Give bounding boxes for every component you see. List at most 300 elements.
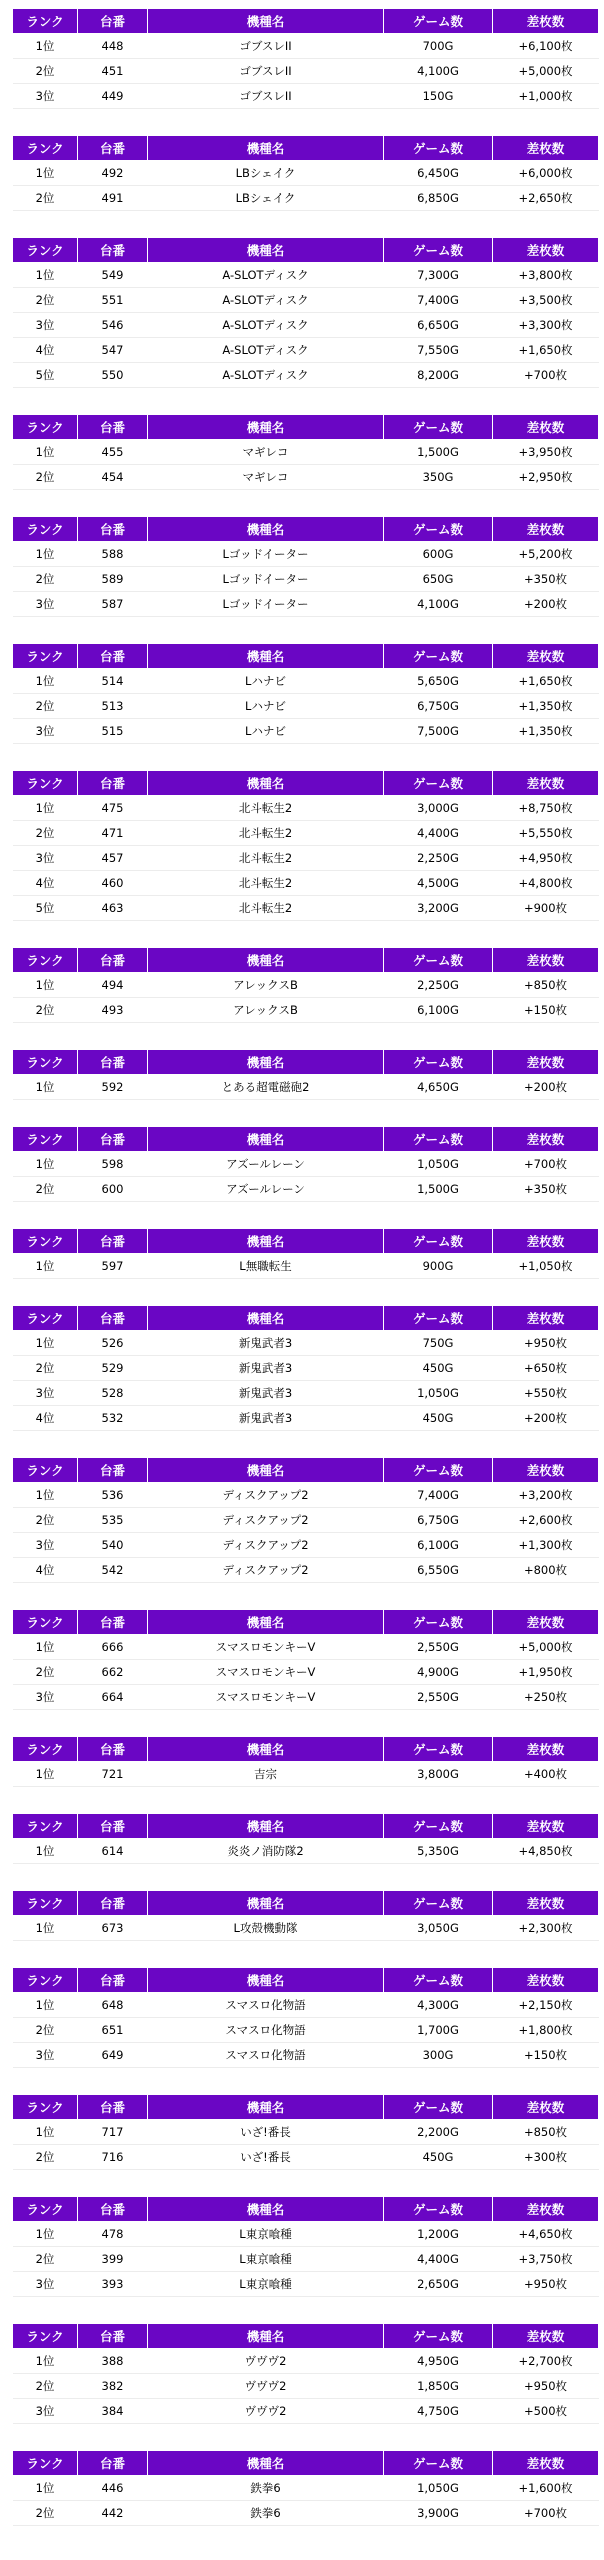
table-row <box>13 440 599 465</box>
game-count-cell: 6,850G <box>384 186 493 211</box>
rank-cell: 1位 <box>13 1839 78 1864</box>
rank-cell: 1位 <box>13 1916 78 1941</box>
header-machine-name: 機種名 <box>148 1458 384 1483</box>
machine-number-cell: 592 <box>78 1075 148 1100</box>
table-header-row <box>13 1229 599 1254</box>
coin-difference-cell: +6,100枚 <box>493 34 599 59</box>
header-machine-number: 台番 <box>78 1306 148 1331</box>
machine-number-cell: 536 <box>78 1483 148 1508</box>
header-game-count: ゲーム数 <box>384 1050 493 1075</box>
coin-difference-cell: +4,800枚 <box>493 871 599 896</box>
header-game-count: ゲーム数 <box>384 644 493 669</box>
game-count-cell: 4,750G <box>384 2399 493 2424</box>
machine-number-cell: 673 <box>78 1916 148 1941</box>
machine-number-cell: 547 <box>78 338 148 363</box>
coin-difference-cell: +3,500枚 <box>493 288 599 313</box>
coin-difference-cell: +8,750枚 <box>493 796 599 821</box>
coin-difference-cell: +950枚 <box>493 1331 599 1356</box>
game-count-cell: 4,300G <box>384 1993 493 2018</box>
coin-difference-cell: +850枚 <box>493 973 599 998</box>
table-row <box>13 592 599 617</box>
ranking-table <box>12 2094 599 2170</box>
machine-number-cell: 513 <box>78 694 148 719</box>
table-row <box>13 796 599 821</box>
table-row <box>13 2247 599 2272</box>
machine-number-cell: 393 <box>78 2272 148 2297</box>
header-rank: ランク <box>13 771 78 796</box>
game-count-cell: 4,400G <box>384 821 493 846</box>
header-rank: ランク <box>13 415 78 440</box>
header-game-count: ゲーム数 <box>384 1968 493 1993</box>
machine-name-cell: ディスクアップ2 <box>148 1508 384 1533</box>
coin-difference-cell: +200枚 <box>493 1075 599 1100</box>
coin-difference-cell: +350枚 <box>493 1177 599 1202</box>
table-row <box>13 1483 599 1508</box>
rank-cell: 1位 <box>13 2120 78 2145</box>
rank-cell: 3位 <box>13 1381 78 1406</box>
machine-name-cell: 吉宗 <box>148 1762 384 1787</box>
header-machine-name: 機種名 <box>148 2095 384 2120</box>
rank-cell: 1位 <box>13 1331 78 1356</box>
rank-cell: 3位 <box>13 2272 78 2297</box>
table-row <box>13 846 599 871</box>
machine-number-cell: 542 <box>78 1558 148 1583</box>
header-coin-difference: 差枚数 <box>493 2451 599 2476</box>
rank-cell: 4位 <box>13 1558 78 1583</box>
rank-cell: 3位 <box>13 313 78 338</box>
table-header-row <box>13 1737 599 1762</box>
table-row <box>13 186 599 211</box>
machine-number-cell: 491 <box>78 186 148 211</box>
header-machine-number: 台番 <box>78 1458 148 1483</box>
machine-name-cell: L東京喰種 <box>148 2222 384 2247</box>
rank-cell: 3位 <box>13 2399 78 2424</box>
header-machine-name: 機種名 <box>148 1814 384 1839</box>
machine-number-cell: 493 <box>78 998 148 1023</box>
table-header-row <box>13 238 599 263</box>
rank-cell: 2位 <box>13 821 78 846</box>
table-row <box>13 1993 599 2018</box>
rank-cell: 2位 <box>13 2145 78 2170</box>
rank-cell: 2位 <box>13 1660 78 1685</box>
header-game-count: ゲーム数 <box>384 238 493 263</box>
ranking-table <box>12 1890 599 1941</box>
header-machine-name: 機種名 <box>148 1737 384 1762</box>
header-machine-name: 機種名 <box>148 771 384 796</box>
machine-name-cell: L東京喰種 <box>148 2272 384 2297</box>
machine-name-cell: Lハナビ <box>148 694 384 719</box>
header-machine-number: 台番 <box>78 1610 148 1635</box>
machine-name-cell: とある超電磁砲2 <box>148 1075 384 1100</box>
ranking-table <box>12 947 599 1023</box>
header-rank: ランク <box>13 1050 78 1075</box>
header-rank: ランク <box>13 2324 78 2349</box>
coin-difference-cell: +550枚 <box>493 1381 599 1406</box>
coin-difference-cell: +2,950枚 <box>493 465 599 490</box>
coin-difference-cell: +1,650枚 <box>493 338 599 363</box>
rank-cell: 3位 <box>13 846 78 871</box>
rank-cell: 1位 <box>13 1254 78 1279</box>
machine-number-cell: 442 <box>78 2501 148 2526</box>
game-count-cell: 1,050G <box>384 2476 493 2501</box>
machine-name-cell: 北斗転生2 <box>148 846 384 871</box>
rank-cell: 2位 <box>13 2018 78 2043</box>
header-coin-difference: 差枚数 <box>493 1968 599 1993</box>
machine-number-cell: 460 <box>78 871 148 896</box>
coin-difference-cell: +3,950枚 <box>493 440 599 465</box>
coin-difference-cell: +1,050枚 <box>493 1254 599 1279</box>
table-row <box>13 338 599 363</box>
game-count-cell: 6,100G <box>384 998 493 1023</box>
table-row <box>13 288 599 313</box>
coin-difference-cell: +150枚 <box>493 2043 599 2068</box>
table-row <box>13 2399 599 2424</box>
coin-difference-cell: +1,000枚 <box>493 84 599 109</box>
table-row <box>13 2476 599 2501</box>
header-rank: ランク <box>13 9 78 34</box>
header-rank: ランク <box>13 1968 78 1993</box>
header-game-count: ゲーム数 <box>384 1127 493 1152</box>
game-count-cell: 7,300G <box>384 263 493 288</box>
machine-name-cell: Lハナビ <box>148 719 384 744</box>
ranking-table <box>12 1305 599 1431</box>
game-count-cell: 3,000G <box>384 796 493 821</box>
rank-cell: 2位 <box>13 2501 78 2526</box>
header-game-count: ゲーム数 <box>384 771 493 796</box>
game-count-cell: 6,750G <box>384 694 493 719</box>
machine-number-cell: 721 <box>78 1762 148 1787</box>
rank-cell: 1位 <box>13 2222 78 2247</box>
rank-cell: 4位 <box>13 338 78 363</box>
machine-name-cell: 新鬼武者3 <box>148 1406 384 1431</box>
coin-difference-cell: +700枚 <box>493 363 599 388</box>
header-coin-difference: 差枚数 <box>493 2197 599 2222</box>
machine-name-cell: ディスクアップ2 <box>148 1558 384 1583</box>
machine-name-cell: ゴブスレII <box>148 59 384 84</box>
table-row <box>13 2501 599 2526</box>
rank-cell: 1位 <box>13 973 78 998</box>
table-header-row <box>13 1814 599 1839</box>
machine-name-cell: スマスロ化物語 <box>148 1993 384 2018</box>
machine-name-cell: 北斗転生2 <box>148 796 384 821</box>
rank-cell: 2位 <box>13 2374 78 2399</box>
table-header-row <box>13 771 599 796</box>
header-machine-number: 台番 <box>78 1050 148 1075</box>
machine-number-cell: 388 <box>78 2349 148 2374</box>
header-game-count: ゲーム数 <box>384 1610 493 1635</box>
machine-name-cell: アレックスB <box>148 973 384 998</box>
header-machine-number: 台番 <box>78 9 148 34</box>
coin-difference-cell: +3,800枚 <box>493 263 599 288</box>
machine-number-cell: 384 <box>78 2399 148 2424</box>
table-row <box>13 567 599 592</box>
game-count-cell: 5,350G <box>384 1839 493 1864</box>
coin-difference-cell: +2,150枚 <box>493 1993 599 2018</box>
coin-difference-cell: +500枚 <box>493 2399 599 2424</box>
table-header-row <box>13 2324 599 2349</box>
header-machine-name: 機種名 <box>148 517 384 542</box>
table-row <box>13 1916 599 1941</box>
game-count-cell: 3,800G <box>384 1762 493 1787</box>
table-row <box>13 2349 599 2374</box>
header-rank: ランク <box>13 1610 78 1635</box>
machine-name-cell: ゴブスレII <box>148 84 384 109</box>
game-count-cell: 6,450G <box>384 161 493 186</box>
header-rank: ランク <box>13 136 78 161</box>
table-header-row <box>13 644 599 669</box>
machine-name-cell: スマスロモンキーV <box>148 1635 384 1660</box>
table-header-row <box>13 9 599 34</box>
machine-name-cell: ヴヴヴ2 <box>148 2374 384 2399</box>
machine-number-cell: 716 <box>78 2145 148 2170</box>
header-machine-number: 台番 <box>78 644 148 669</box>
header-game-count: ゲーム数 <box>384 2095 493 2120</box>
game-count-cell: 7,550G <box>384 338 493 363</box>
table-row <box>13 2145 599 2170</box>
header-rank: ランク <box>13 1737 78 1762</box>
rank-cell: 2位 <box>13 288 78 313</box>
coin-difference-cell: +4,650枚 <box>493 2222 599 2247</box>
ranking-table <box>12 770 599 921</box>
table-row <box>13 1152 599 1177</box>
game-count-cell: 2,200G <box>384 2120 493 2145</box>
machine-number-cell: 526 <box>78 1331 148 1356</box>
table-row <box>13 694 599 719</box>
coin-difference-cell: +800枚 <box>493 1558 599 1583</box>
header-coin-difference: 差枚数 <box>493 771 599 796</box>
rank-cell: 3位 <box>13 1685 78 1710</box>
table-header-row <box>13 1610 599 1635</box>
game-count-cell: 4,100G <box>384 59 493 84</box>
header-machine-number: 台番 <box>78 238 148 263</box>
header-game-count: ゲーム数 <box>384 1306 493 1331</box>
header-machine-name: 機種名 <box>148 1050 384 1075</box>
game-count-cell: 5,650G <box>384 669 493 694</box>
machine-name-cell: 北斗転生2 <box>148 896 384 921</box>
game-count-cell: 4,100G <box>384 592 493 617</box>
machine-number-cell: 614 <box>78 1839 148 1864</box>
game-count-cell: 4,950G <box>384 2349 493 2374</box>
game-count-cell: 6,650G <box>384 313 493 338</box>
machine-number-cell: 551 <box>78 288 148 313</box>
game-count-cell: 900G <box>384 1254 493 1279</box>
table-header-row <box>13 1891 599 1916</box>
table-header-row <box>13 136 599 161</box>
game-count-cell: 650G <box>384 567 493 592</box>
machine-number-cell: 649 <box>78 2043 148 2068</box>
table-row <box>13 84 599 109</box>
coin-difference-cell: +1,650枚 <box>493 669 599 694</box>
rank-cell: 2位 <box>13 1356 78 1381</box>
game-count-cell: 3,900G <box>384 2501 493 2526</box>
coin-difference-cell: +2,300枚 <box>493 1916 599 1941</box>
table-row <box>13 1762 599 1787</box>
ranking-table <box>12 135 599 211</box>
machine-number-cell: 446 <box>78 2476 148 2501</box>
ranking-table <box>12 1049 599 1100</box>
coin-difference-cell: +1,300枚 <box>493 1533 599 1558</box>
rank-cell: 4位 <box>13 871 78 896</box>
rank-cell: 1位 <box>13 263 78 288</box>
header-coin-difference: 差枚数 <box>493 517 599 542</box>
machine-name-cell: ディスクアップ2 <box>148 1533 384 1558</box>
table-header-row <box>13 2095 599 2120</box>
rank-cell: 1位 <box>13 2476 78 2501</box>
machine-name-cell: 新鬼武者3 <box>148 1356 384 1381</box>
ranking-table <box>12 2323 599 2424</box>
ranking-table <box>12 8 599 109</box>
rank-cell: 1位 <box>13 796 78 821</box>
game-count-cell: 3,200G <box>384 896 493 921</box>
machine-number-cell: 471 <box>78 821 148 846</box>
machine-name-cell: A-SLOTディスク <box>148 363 384 388</box>
machine-name-cell: ゴブスレII <box>148 34 384 59</box>
coin-difference-cell: +950枚 <box>493 2374 599 2399</box>
game-count-cell: 4,500G <box>384 871 493 896</box>
game-count-cell: 2,250G <box>384 973 493 998</box>
header-game-count: ゲーム数 <box>384 1229 493 1254</box>
game-count-cell: 1,500G <box>384 1177 493 1202</box>
machine-number-cell: 451 <box>78 59 148 84</box>
coin-difference-cell: +1,350枚 <box>493 694 599 719</box>
game-count-cell: 1,050G <box>384 1152 493 1177</box>
coin-difference-cell: +1,600枚 <box>493 2476 599 2501</box>
machine-number-cell: 494 <box>78 973 148 998</box>
table-header-row <box>13 1306 599 1331</box>
header-rank: ランク <box>13 2197 78 2222</box>
coin-difference-cell: +200枚 <box>493 592 599 617</box>
game-count-cell: 3,050G <box>384 1916 493 1941</box>
coin-difference-cell: +3,750枚 <box>493 2247 599 2272</box>
table-row <box>13 2374 599 2399</box>
game-count-cell: 2,650G <box>384 2272 493 2297</box>
header-machine-name: 機種名 <box>148 9 384 34</box>
coin-difference-cell: +1,950枚 <box>493 1660 599 1685</box>
coin-difference-cell: +900枚 <box>493 896 599 921</box>
game-count-cell: 6,100G <box>384 1533 493 1558</box>
header-machine-number: 台番 <box>78 1814 148 1839</box>
table-row <box>13 821 599 846</box>
machine-number-cell: 651 <box>78 2018 148 2043</box>
table-row <box>13 998 599 1023</box>
coin-difference-cell: +3,300枚 <box>493 313 599 338</box>
table-row <box>13 1558 599 1583</box>
header-coin-difference: 差枚数 <box>493 136 599 161</box>
header-rank: ランク <box>13 1127 78 1152</box>
table-header-row <box>13 1968 599 1993</box>
rank-cell: 1位 <box>13 1152 78 1177</box>
machine-name-cell: A-SLOTディスク <box>148 313 384 338</box>
machine-name-cell: A-SLOTディスク <box>148 338 384 363</box>
table-row <box>13 669 599 694</box>
rank-cell: 1位 <box>13 161 78 186</box>
rank-cell: 1位 <box>13 440 78 465</box>
rank-cell: 1位 <box>13 1993 78 2018</box>
machine-number-cell: 550 <box>78 363 148 388</box>
machine-number-cell: 529 <box>78 1356 148 1381</box>
header-machine-number: 台番 <box>78 2197 148 2222</box>
header-game-count: ゲーム数 <box>384 2324 493 2349</box>
machine-name-cell: A-SLOTディスク <box>148 263 384 288</box>
table-row <box>13 263 599 288</box>
header-coin-difference: 差枚数 <box>493 1458 599 1483</box>
table-row <box>13 542 599 567</box>
table-row <box>13 1356 599 1381</box>
table-header-row <box>13 415 599 440</box>
game-count-cell: 4,650G <box>384 1075 493 1100</box>
header-machine-number: 台番 <box>78 2095 148 2120</box>
header-machine-number: 台番 <box>78 2451 148 2476</box>
table-row <box>13 2222 599 2247</box>
table-header-row <box>13 1050 599 1075</box>
header-machine-number: 台番 <box>78 1229 148 1254</box>
header-rank: ランク <box>13 948 78 973</box>
header-machine-number: 台番 <box>78 771 148 796</box>
header-machine-name: 機種名 <box>148 415 384 440</box>
ranking-table <box>12 516 599 617</box>
ranking-table <box>12 1228 599 1279</box>
header-game-count: ゲーム数 <box>384 948 493 973</box>
machine-number-cell: 664 <box>78 1685 148 1710</box>
header-rank: ランク <box>13 1306 78 1331</box>
game-count-cell: 7,500G <box>384 719 493 744</box>
rank-cell: 2位 <box>13 567 78 592</box>
machine-name-cell: LBシェイク <box>148 161 384 186</box>
header-machine-name: 機種名 <box>148 136 384 161</box>
header-game-count: ゲーム数 <box>384 1737 493 1762</box>
machine-name-cell: 炎炎ノ消防隊2 <box>148 1839 384 1864</box>
table-row <box>13 1839 599 1864</box>
table-row <box>13 973 599 998</box>
header-machine-number: 台番 <box>78 1891 148 1916</box>
table-row <box>13 1406 599 1431</box>
machine-number-cell: 455 <box>78 440 148 465</box>
table-row <box>13 2018 599 2043</box>
machine-name-cell: Lハナビ <box>148 669 384 694</box>
game-count-cell: 4,400G <box>384 2247 493 2272</box>
rank-cell: 1位 <box>13 34 78 59</box>
header-coin-difference: 差枚数 <box>493 1127 599 1152</box>
table-row <box>13 313 599 338</box>
header-game-count: ゲーム数 <box>384 517 493 542</box>
machine-name-cell: スマスロモンキーV <box>148 1660 384 1685</box>
game-count-cell: 750G <box>384 1331 493 1356</box>
machine-number-cell: 463 <box>78 896 148 921</box>
machine-number-cell: 600 <box>78 1177 148 1202</box>
header-machine-number: 台番 <box>78 415 148 440</box>
coin-difference-cell: +2,600枚 <box>493 1508 599 1533</box>
game-count-cell: 6,750G <box>384 1508 493 1533</box>
rank-cell: 2位 <box>13 186 78 211</box>
table-row <box>13 1254 599 1279</box>
machine-name-cell: アレックスB <box>148 998 384 1023</box>
ranking-table <box>12 1457 599 1583</box>
machine-name-cell: マギレコ <box>148 440 384 465</box>
table-row <box>13 1508 599 1533</box>
header-machine-number: 台番 <box>78 1737 148 1762</box>
ranking-table <box>12 643 599 744</box>
machine-number-cell: 492 <box>78 161 148 186</box>
machine-name-cell: L攻殻機動隊 <box>148 1916 384 1941</box>
machine-name-cell: L東京喰種 <box>148 2247 384 2272</box>
machine-number-cell: 546 <box>78 313 148 338</box>
header-coin-difference: 差枚数 <box>493 1814 599 1839</box>
coin-difference-cell: +250枚 <box>493 1685 599 1710</box>
table-row <box>13 1381 599 1406</box>
game-count-cell: 1,500G <box>384 440 493 465</box>
table-row <box>13 719 599 744</box>
table-header-row <box>13 1127 599 1152</box>
